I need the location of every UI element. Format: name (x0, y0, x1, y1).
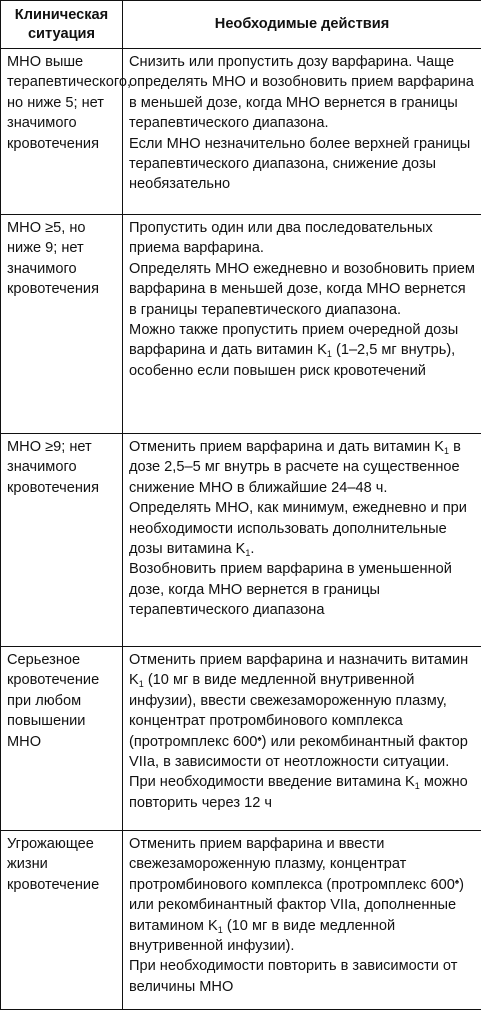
table-row (1, 831, 481, 1010)
action-paragraph (129, 650, 475, 772)
table-row (1, 215, 481, 434)
action-paragraph (129, 772, 475, 813)
table-row (1, 647, 481, 831)
action-paragraph: Если МНО незначительно более верхней границы терапевтического диапазона, снижение дозы необязательно (129, 134, 475, 195)
action-paragraph (129, 320, 475, 381)
subscript: 1 (444, 446, 449, 456)
situation-cell: Угрожающее жизни кровотечение (1, 831, 123, 1010)
action-text: Отменить прием варфарина и дать витамин K (129, 439, 444, 455)
action-paragraph: При необходимости повторить в зависимости от величины МНО (129, 956, 475, 997)
action-text: можно повторить через 12 ч (129, 774, 468, 810)
action-text: (10 мг в виде медленной внутривенной инфузии). (129, 918, 395, 954)
action-text: в дозе 2,5–5 мг внутрь в расчете на существенное снижение МНО в ближайшие 24–48 ч. (129, 439, 461, 496)
subscript: 1 (245, 548, 250, 558)
situation-cell: МНО выше терапевтического, но ниже 5; нет значимого кровотечения (1, 49, 123, 215)
action-text: При необходимости введение витамина K (129, 774, 415, 790)
table-row (1, 49, 481, 215)
action-text: Отменить прием варфарина и ввести свежезамороженную плазму, концентрат протромбинового комплекса (протромплекс 600 (129, 836, 455, 893)
action-text: Можно также пропустить прием очередной дозы варфарина и дать витамин K (129, 322, 458, 358)
actions-cell (123, 434, 481, 647)
action-paragraph: Пропустить один или два последовательных приема варфарина. (129, 218, 475, 259)
action-paragraph: Возобновить прием варфарина в уменьшенной дозе, когда МНО вернется в границы терапевтического диапазона (129, 559, 475, 620)
subscript: 1 (218, 925, 223, 935)
actions-cell (123, 215, 481, 434)
action-paragraph: Определять МНО ежедневно и возобновить прием варфарина в меньшей дозе, когда МНО вернется в границы терапевтического диапазона. (129, 259, 475, 320)
action-text: (1–2,5 мг внутрь), особенно если повышен риск кровотечений (129, 342, 455, 378)
action-text: ) или рекомбинантный фактор VIIa, в зависимости от неотложности ситуации. (129, 734, 468, 770)
header-row (1, 1, 481, 49)
action-text: ) или рекомбинантный фактор VIIa, дополненные витамином K (129, 877, 464, 934)
header-actions: Необходимые действия (123, 1, 481, 49)
action-paragraph (129, 437, 475, 498)
table-row (1, 434, 481, 647)
situation-cell: МНО ≥5, но ниже 9; нет значимого кровотечения (1, 215, 123, 434)
action-text: Определять МНО, как минимум, ежедневно и при необходимости использовать дополнительные дозы витамина K (129, 500, 467, 557)
subscript: 1 (415, 781, 420, 791)
situation-cell: Серьезное кровотечение при любом повышении МНО (1, 647, 123, 831)
action-text: (10 мг в виде медленной внутривенной инфузии), ввести свежезамороженную плазму, концентрат протромбинового комплекса (протромплекс 600 (129, 672, 447, 749)
header-situation: Клиническая ситуация (1, 1, 123, 49)
subscript: 1 (139, 679, 144, 689)
subscript: 1 (327, 349, 332, 359)
actions-cell (123, 647, 481, 831)
action-text: Отменить прием варфарина и назначить витамин K (129, 652, 468, 688)
trademark-symbol: ♠ (455, 877, 459, 886)
trademark-symbol: ♠ (257, 734, 261, 743)
situation-cell: МНО ≥9; нет значимого кровотечения (1, 434, 123, 647)
action-text: . (250, 541, 254, 557)
action-paragraph (129, 498, 475, 559)
actions-cell (123, 49, 481, 215)
action-paragraph: Снизить или пропустить дозу варфарина. Чаще определять МНО и возобновить прием варфарина в меньшей дозе, когда МНО вернется в границы терапевтического диапазона. (129, 52, 475, 134)
actions-cell (123, 831, 481, 1010)
action-paragraph (129, 834, 475, 956)
